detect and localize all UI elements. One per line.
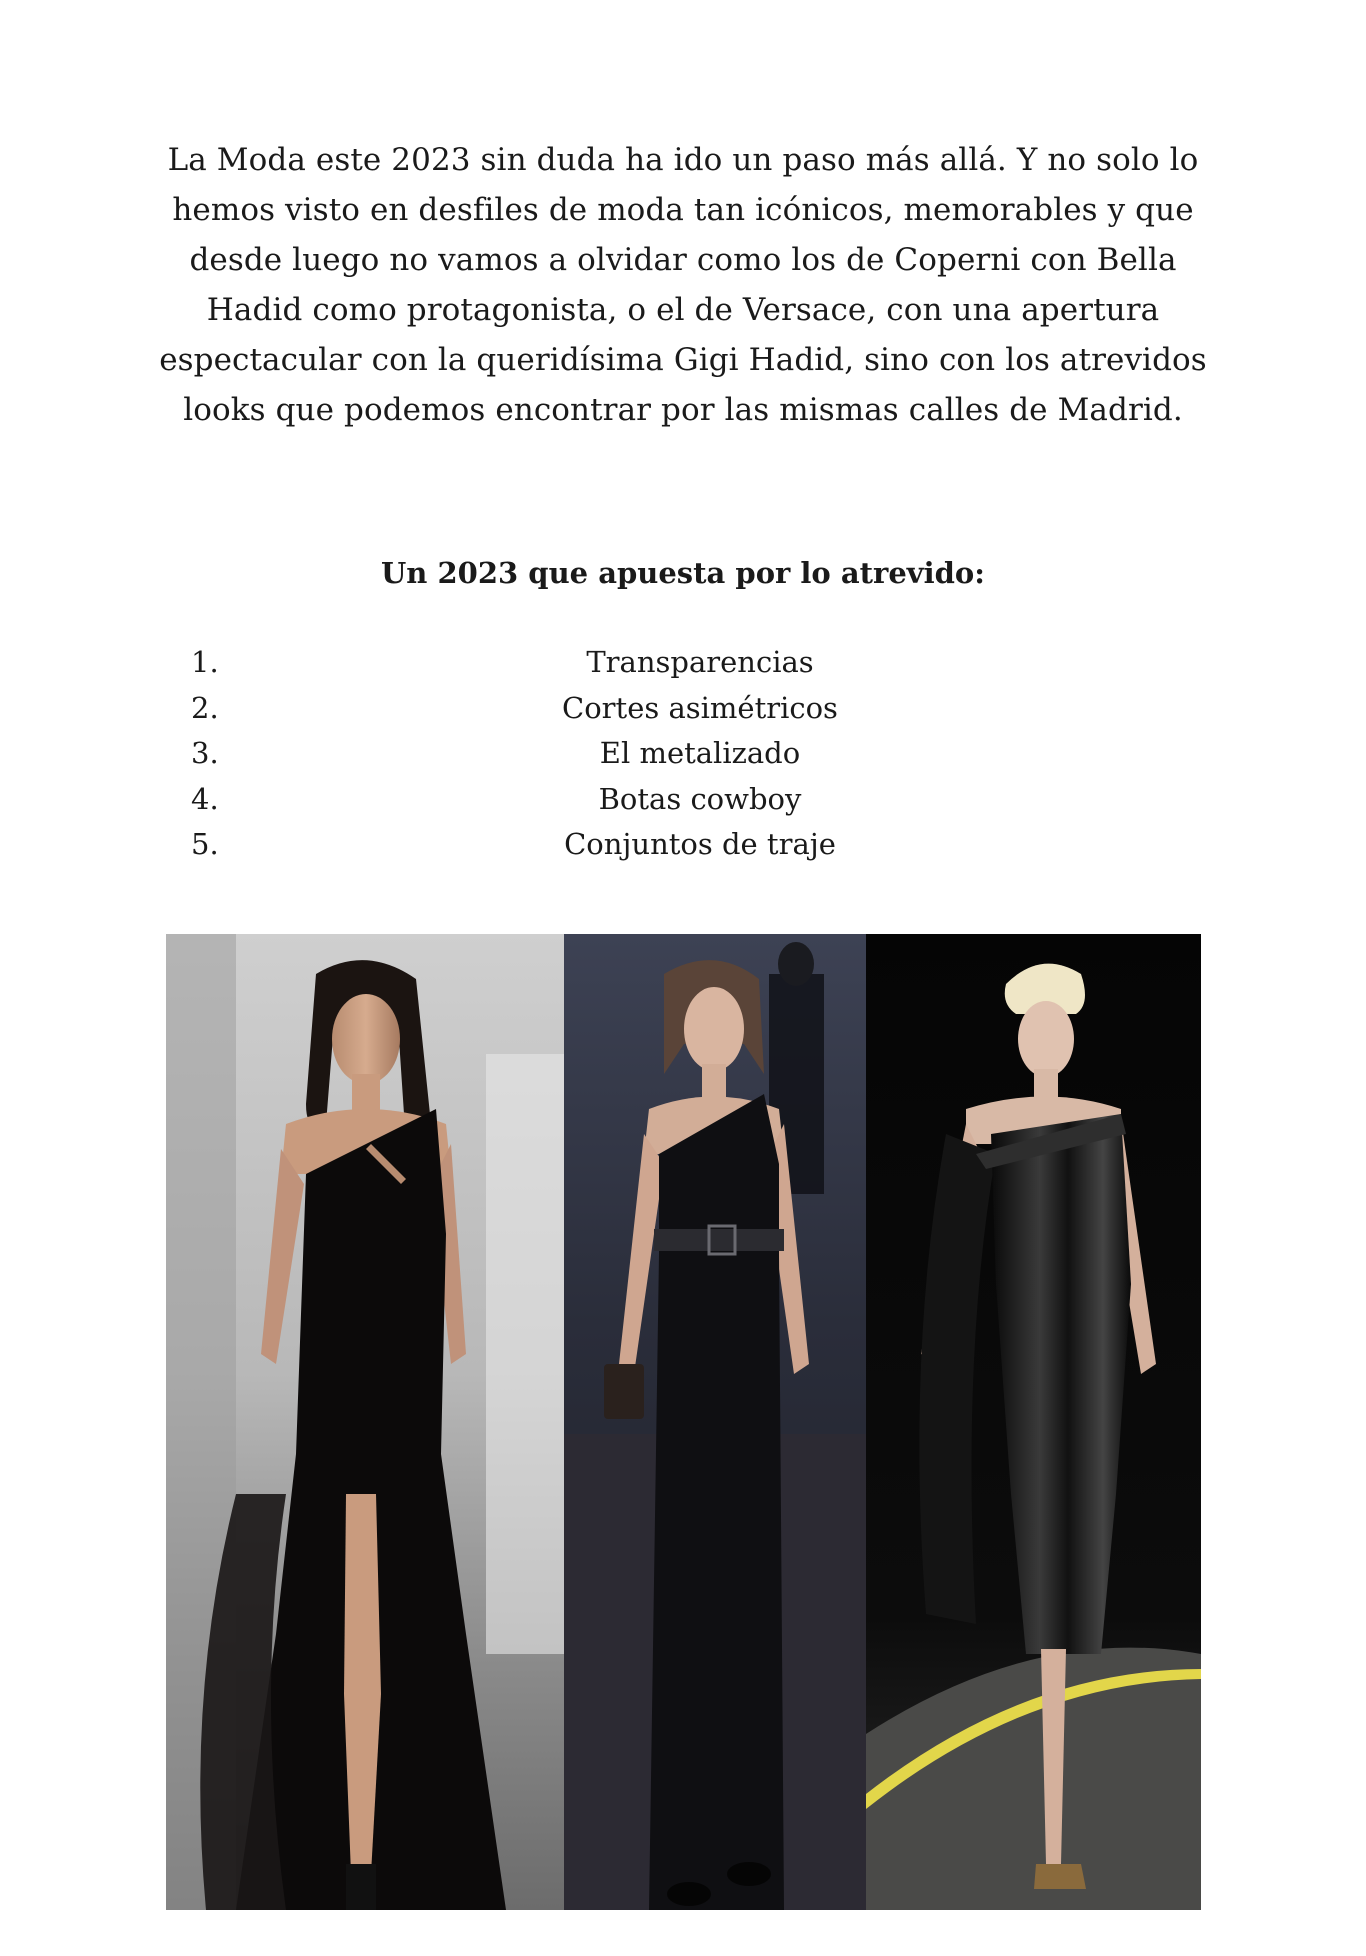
section-heading: Un 2023 que apuesta por lo atrevido: — [381, 556, 985, 590]
list-item-number: 5. — [191, 827, 219, 861]
list-item — [0, 777, 1366, 823]
intro-paragraph: La Moda este 2023 sin duda ha ido un paso más allá. Y no solo lo hemos visto en desfiles de moda tan icónicos, memorables y que desde luego no vamos a olvidar como los de Coperni con Bella Hadid como protagonista, o el de Versace, con una apertura espectacular con la queridísima Gigi Hadid, sino con los atrevidos looks que podemos encontrar por las mismas calles de Madrid. — [159, 142, 1207, 428]
list-item-label: Cortes asimétricos — [562, 690, 838, 725]
list-item — [0, 822, 1366, 868]
runway-photo-model-1 — [166, 934, 564, 1910]
list-item-label: Conjuntos de traje — [564, 827, 836, 861]
runway-photo-model-2 — [564, 934, 866, 1910]
list-item — [0, 686, 1366, 732]
list-item-number: 1. — [191, 645, 219, 679]
list-item-label: El metalizado — [599, 736, 801, 770]
list-item-number: 3. — [191, 736, 219, 770]
list-item — [0, 731, 1366, 777]
list-item-number: 2. — [191, 690, 219, 725]
list-item — [0, 640, 1366, 686]
trend-list — [0, 640, 1366, 868]
list-item-number: 4. — [191, 781, 219, 816]
list-item-label: Botas cowboy — [598, 781, 802, 816]
list-item-label: Transparencias — [586, 645, 814, 679]
runway-photo-collage — [166, 934, 1201, 1910]
runway-photo-model-3 — [866, 934, 1201, 1910]
